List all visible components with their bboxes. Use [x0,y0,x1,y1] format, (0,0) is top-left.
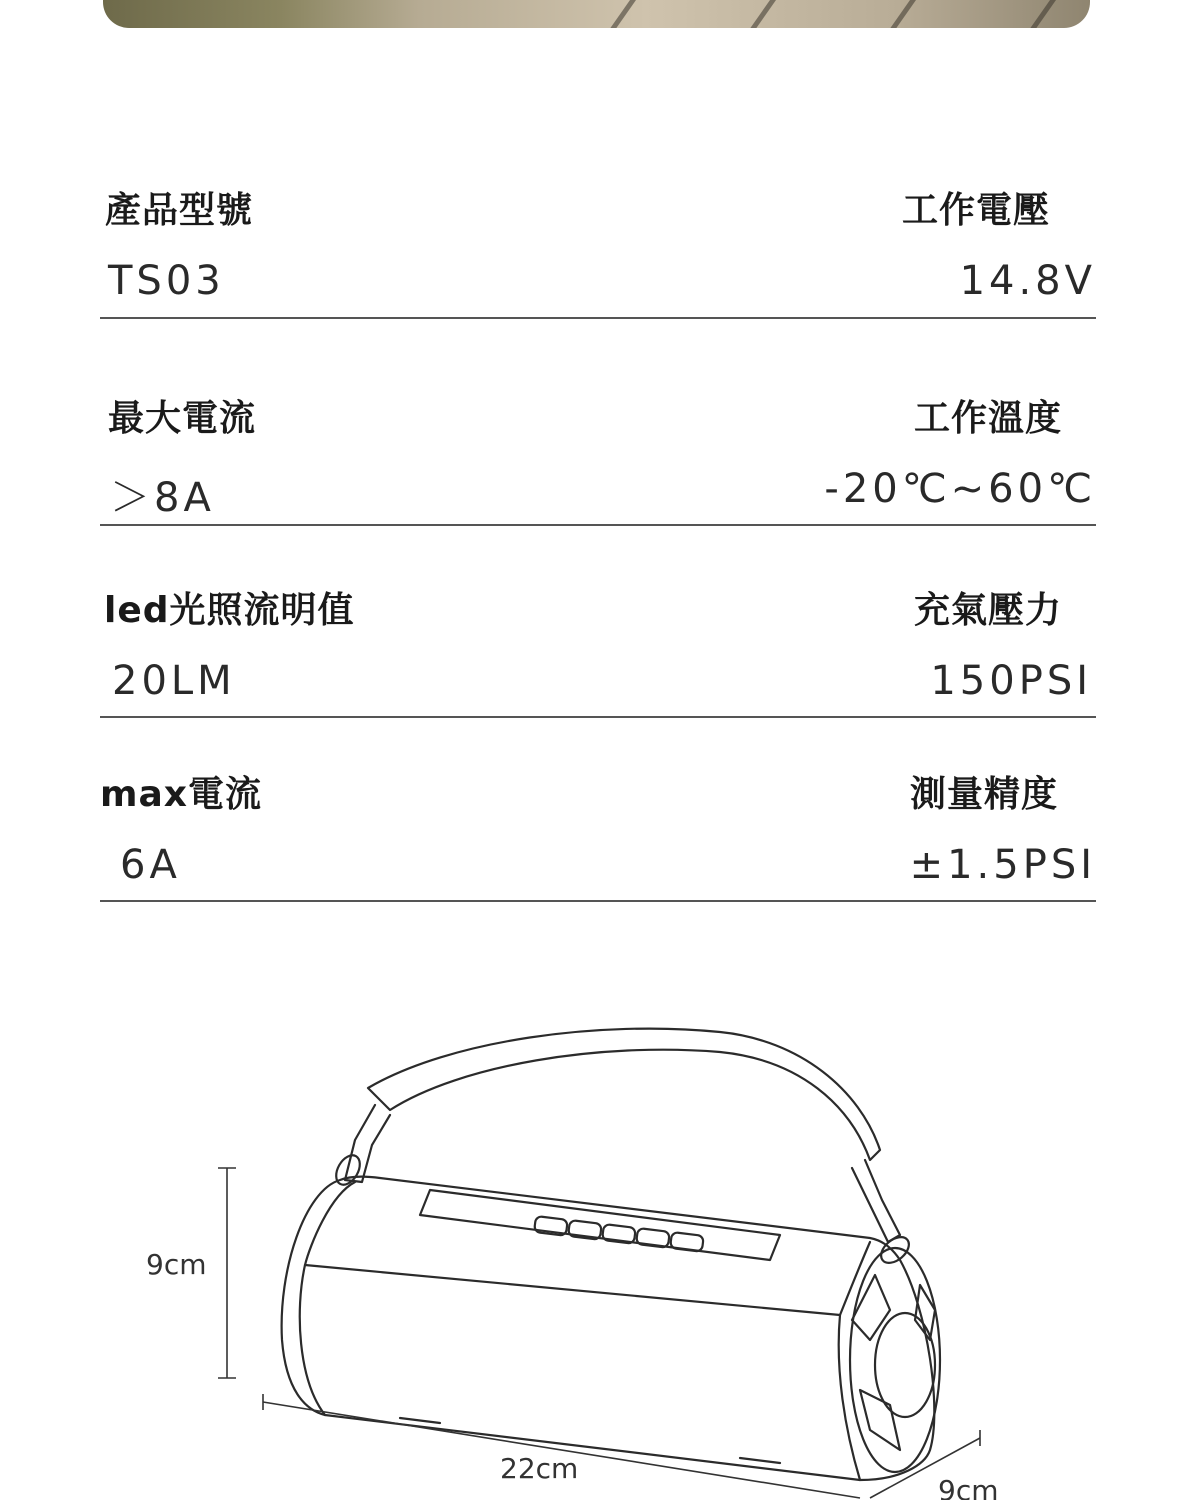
spec-label-voltage: 工作電壓 [901,190,1050,231]
spec-row [100,764,1096,904]
spec-row [100,388,1096,528]
top-panel [305,1182,870,1315]
spec-value-accuracy: ±1.5PSI [909,842,1096,888]
spec-value-max-current-2: 6A [120,842,181,888]
spec-row [100,580,1096,720]
spec-value-led-lumen: 20LM [112,658,236,704]
spec-label-accuracy: 測量精度 [909,774,1058,815]
spec-value-model: TS03 [108,258,225,304]
spec-value-max-current: ＞8A [110,475,215,521]
dimension-depth-label: 9cm [938,1474,999,1500]
dimension-length-label: 22cm [500,1452,579,1485]
spec-row [100,180,1096,320]
right-clip [852,1160,900,1242]
left-clip [345,1105,390,1182]
spec-label-led-lumen: led光照流明值 [104,590,355,631]
divider [100,716,1096,718]
strap [368,1029,880,1160]
divider [100,900,1096,902]
spec-value-temperature: -20℃~60℃ [824,466,1096,512]
spec-label-max-current-2: max電流 [100,774,263,815]
divider [100,524,1096,526]
spec-label-model: 產品型號 [105,190,254,231]
divider [100,317,1096,319]
end-cap [850,1248,940,1472]
dimension-height-label: 9cm [146,1248,207,1281]
product-dimension-diagram [100,1010,1100,1500]
spec-value-inflation-pressure: 150PSI [930,658,1092,704]
spec-label-max-current: 最大電流 [108,398,257,439]
device-body [282,1177,935,1480]
spec-label-temperature: 工作溫度 [913,398,1062,439]
product-photo-strip [103,0,1090,28]
spec-label-inflation-pressure: 充氣壓力 [913,590,1062,631]
spec-value-voltage: 14.8V [959,258,1096,304]
